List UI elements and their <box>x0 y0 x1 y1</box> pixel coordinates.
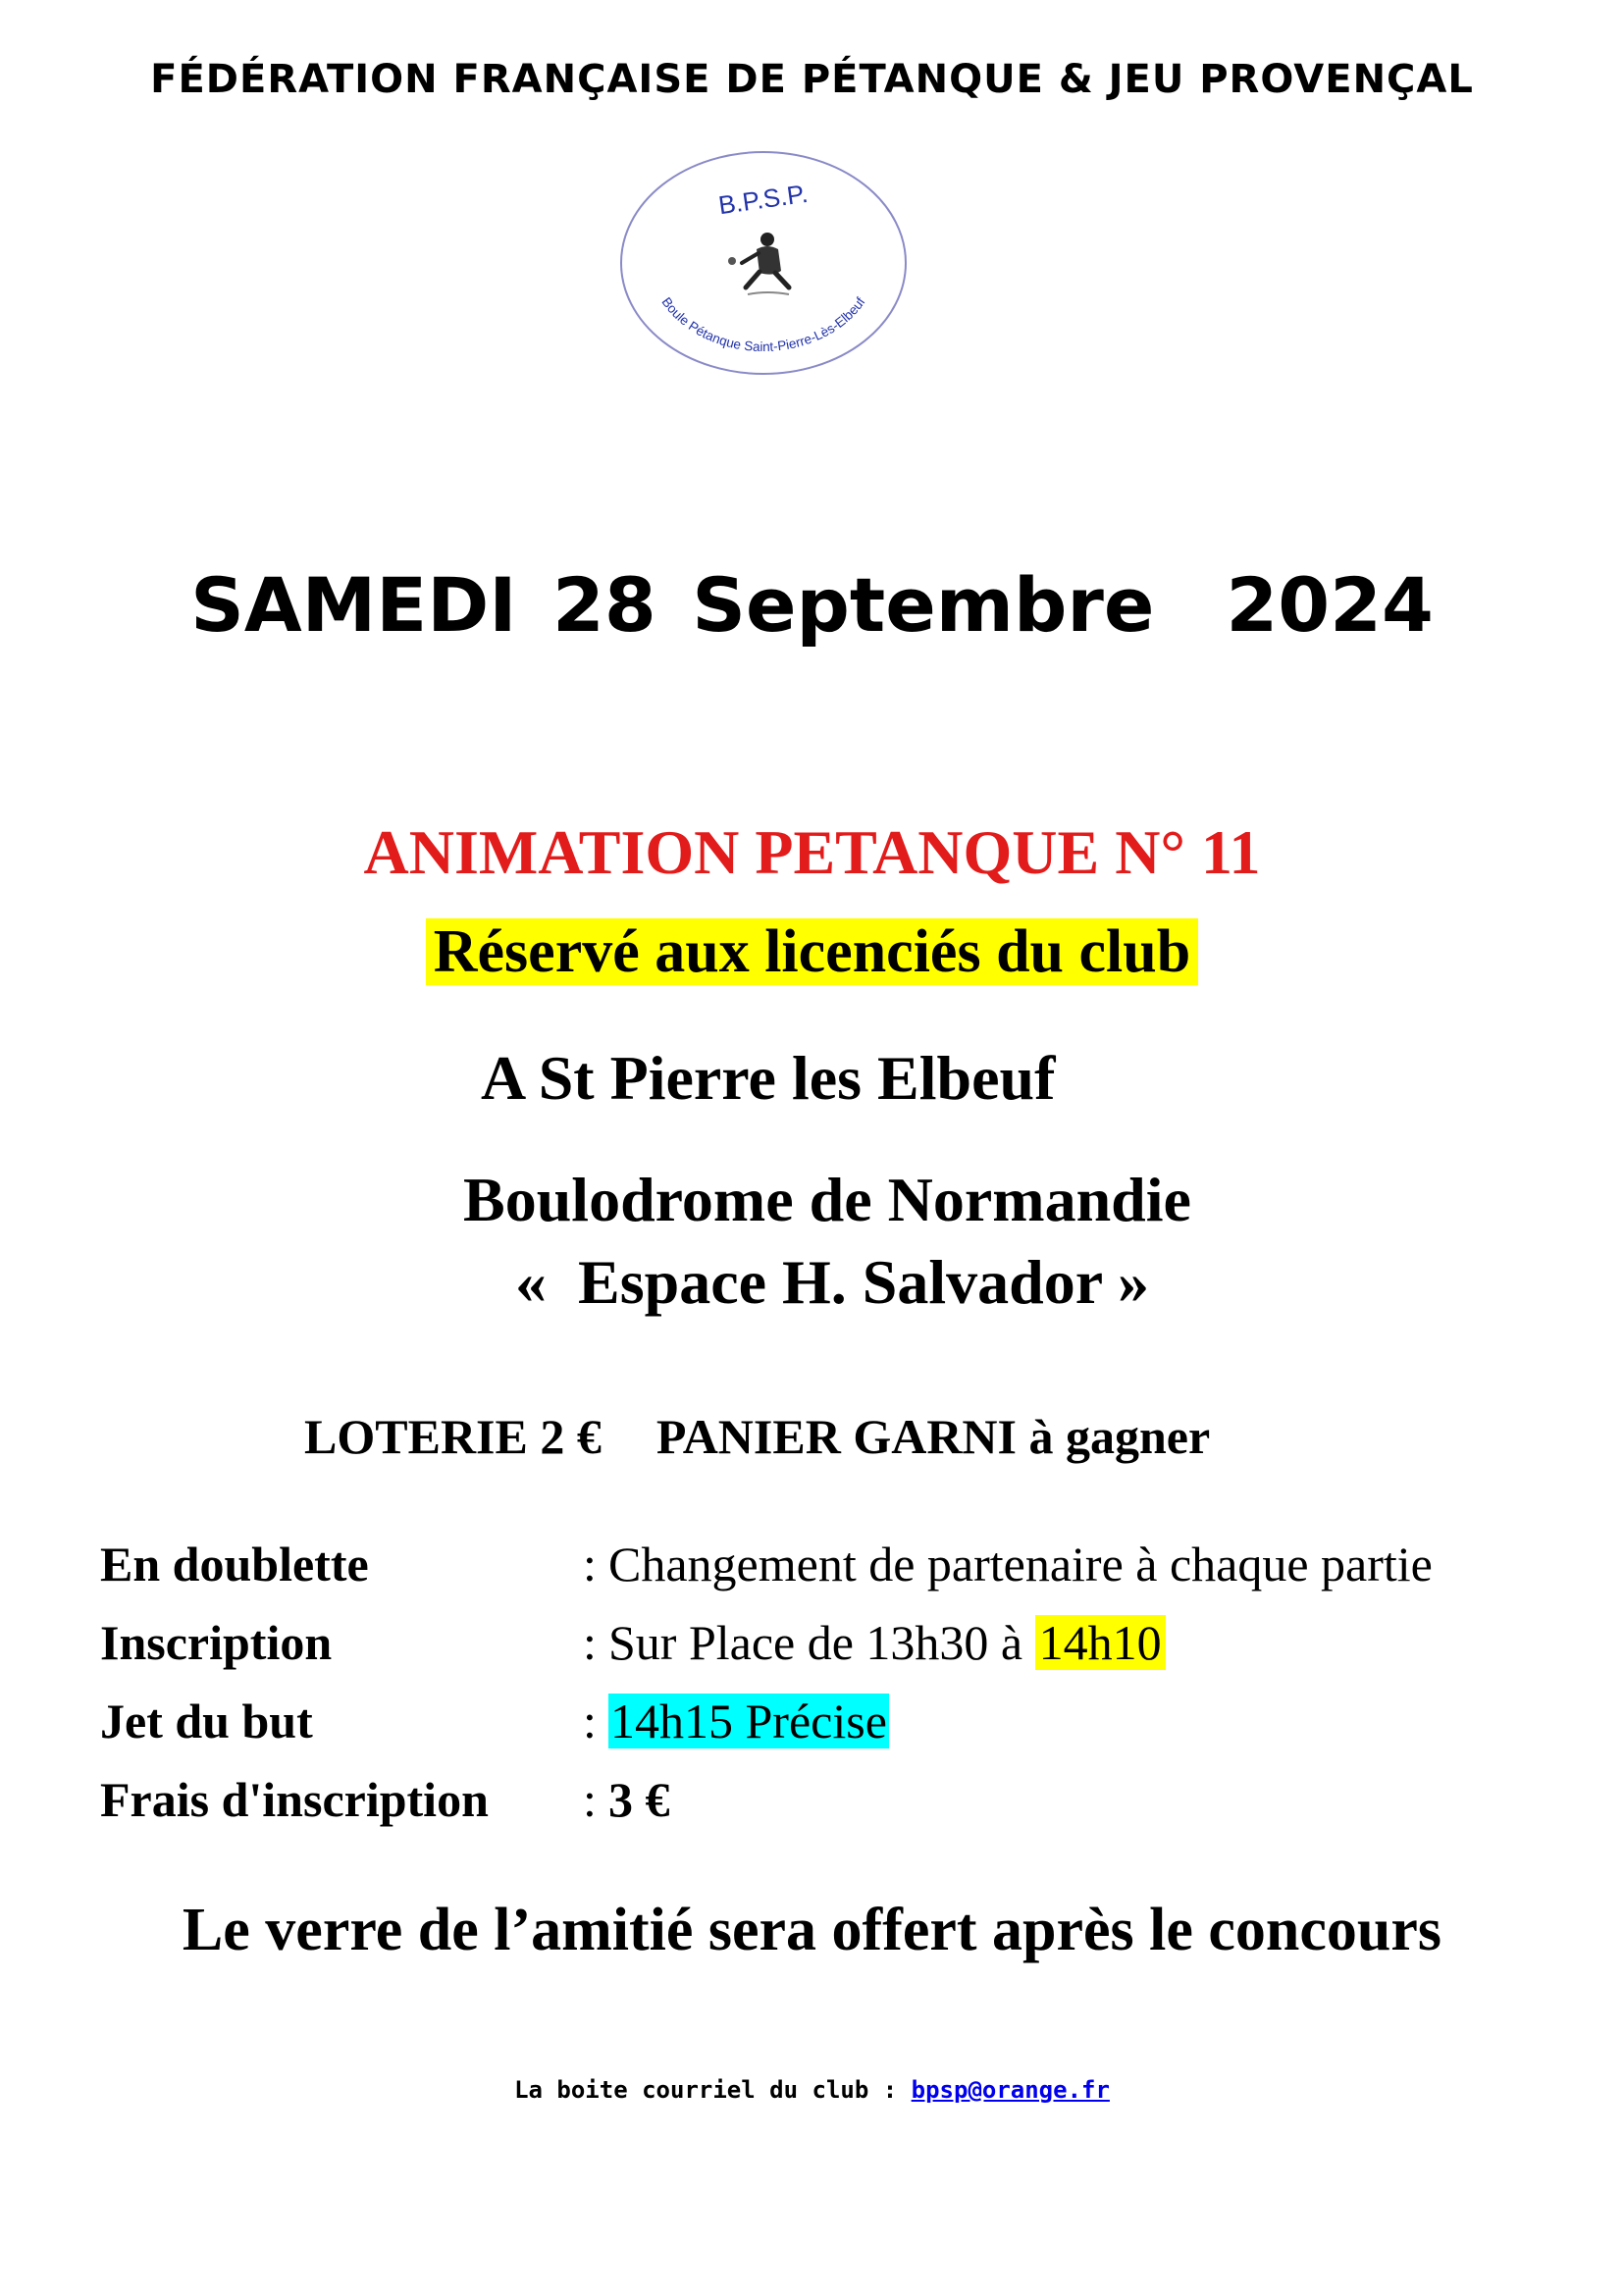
restriction-line <box>0 917 1624 987</box>
event-venue: Boulodrome de Normandie <box>463 1165 1191 1234</box>
event-title: ANIMATION PETANQUE N° 11 <box>363 817 1261 887</box>
event-date: SAMEDI 28 Septembre 2024 <box>190 561 1434 649</box>
event-town: A St Pierre les Elbeuf <box>481 1043 1056 1113</box>
detail-label: En doublette <box>100 1537 369 1591</box>
detail-value: 3 € <box>608 1772 670 1827</box>
logo-acronym: B.P.S.P. <box>716 178 811 221</box>
highlighted-time: 14h10 <box>1035 1615 1166 1670</box>
detail-separator: : <box>583 1615 597 1670</box>
contact-label: La boite courriel du club : <box>514 2076 912 2104</box>
club-logo <box>616 147 911 379</box>
detail-value: Sur Place de 13h30 à <box>608 1615 1035 1670</box>
detail-label: Inscription <box>100 1615 333 1670</box>
federation-heading: FÉDÉRATION FRANÇAISE DE PÉTANQUE & JEU PROVENÇAL <box>150 57 1474 102</box>
detail-label: Jet du but <box>100 1694 313 1748</box>
contact-email-link[interactable]: bpsp@orange.fr <box>911 2076 1110 2104</box>
event-venue-subtitle: « Espace H. Salvador » <box>515 1247 1149 1317</box>
lottery-prize: PANIER GARNI à gagner <box>655 1409 1211 1464</box>
detail-separator: : <box>583 1694 597 1748</box>
logo-club-name: Boule Pétanque Saint-Pierre-Lès-Elbeuf <box>658 294 868 355</box>
detail-value: Changement de partenaire à chaque partie <box>608 1537 1433 1591</box>
detail-separator: : <box>583 1772 597 1827</box>
lottery-line <box>304 1408 1210 1465</box>
closing-note: Le verre de l’amitié sera offert après le concours <box>182 1897 1442 1963</box>
detail-separator: : <box>583 1537 597 1591</box>
restriction-notice: Réservé aux licenciés du club <box>426 918 1199 985</box>
contact-line <box>0 2076 1624 2104</box>
highlighted-start-time: 14h15 Précise <box>610 1694 887 1748</box>
lottery-price: LOTERIE 2 € <box>304 1409 602 1464</box>
detail-label: Frais d'inscription <box>100 1772 489 1827</box>
